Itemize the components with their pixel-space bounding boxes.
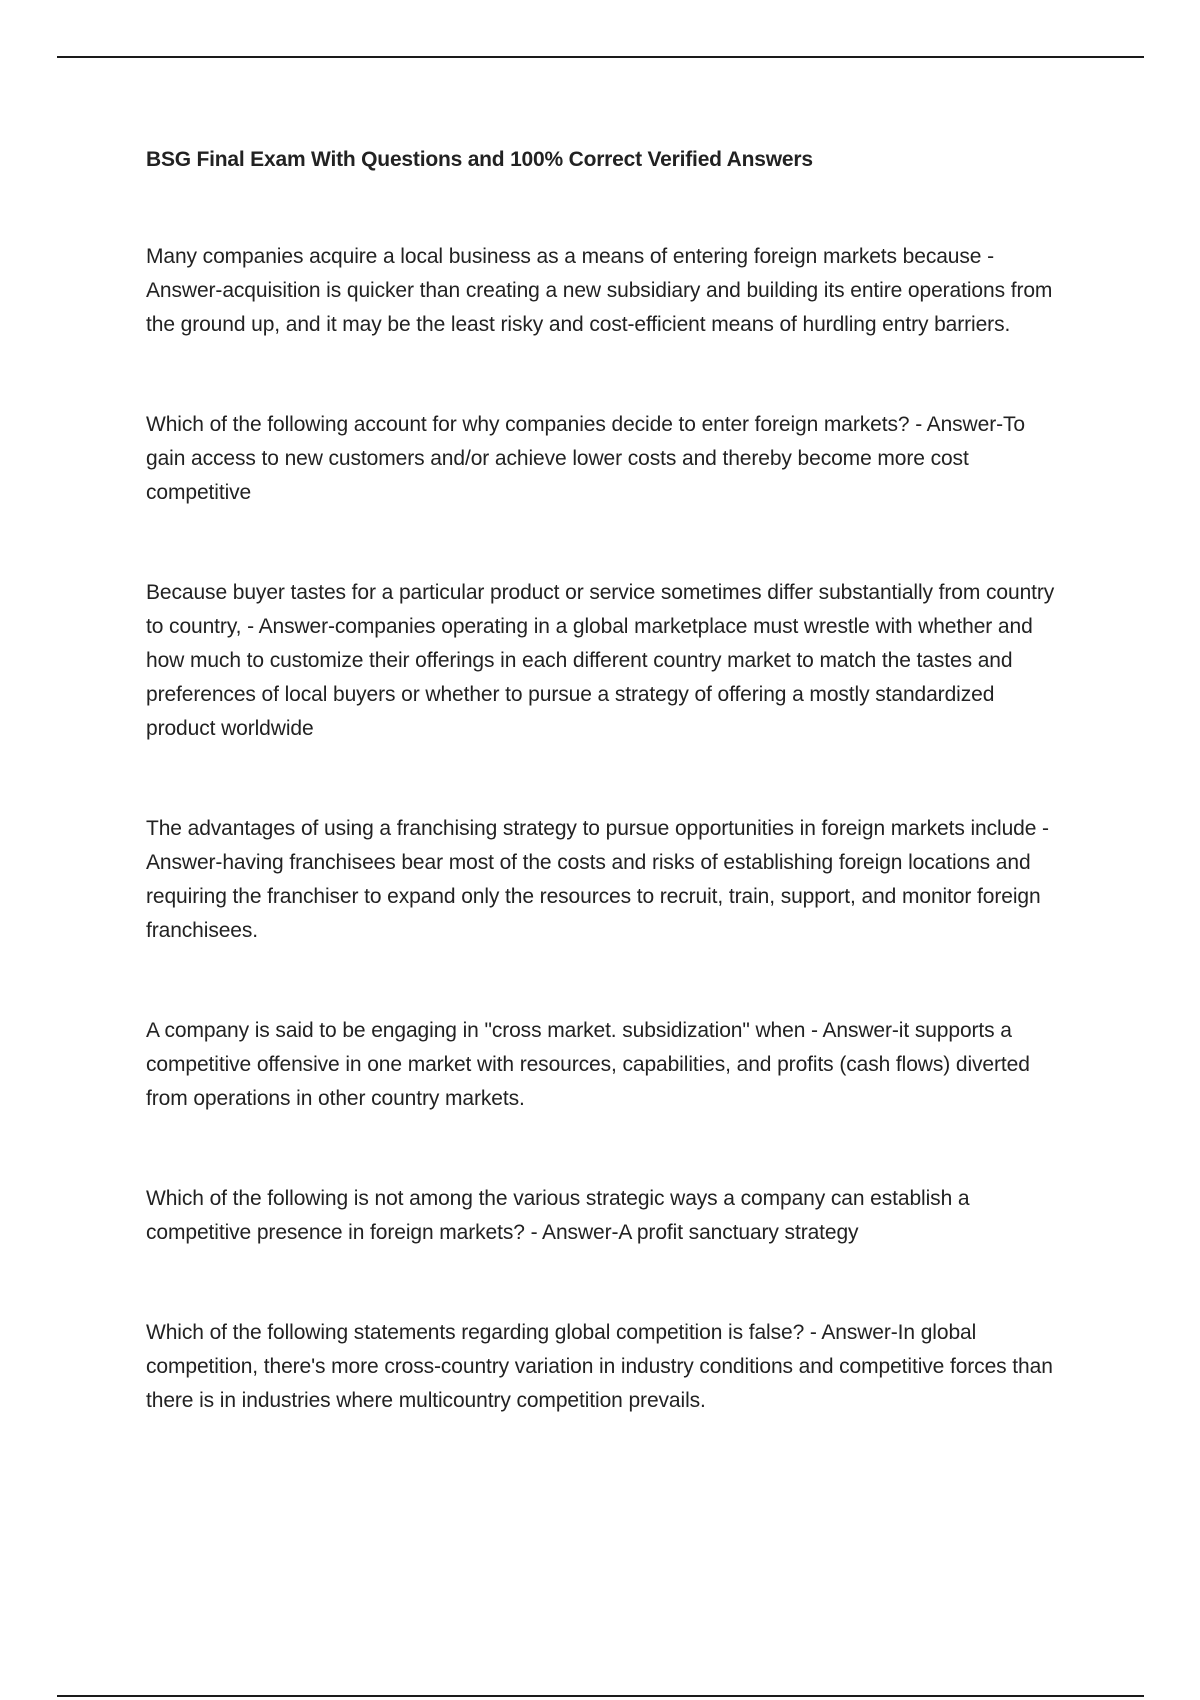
qa-item-1: Many companies acquire a local business as a means of entering foreign markets because - Answer-acquisition is quicker than creating a new subsidiary and building its entire operations from the ground up, and it may be the least risky and cost-efficient means of hurdling entry barriers. (146, 245, 1053, 336)
document-title: BSG Final Exam With Questions and 100% Correct Verified Answers (146, 148, 813, 171)
footer-rule (57, 1695, 1144, 1697)
qa-item-4: The advantages of using a franchising strategy to pursue opportunities in foreign markets include - Answer-having franchisees bear most of the costs and risks of establishing foreign locations and requiring the franchiser to expand only the resources to recruit, train, support, and monitor foreign franchisees. (146, 817, 1049, 942)
qa-item-2: Which of the following account for why companies decide to enter foreign markets? - Answer-To gain access to new customers and/or achieve lower costs and thereby become more cost competitive (146, 413, 1025, 504)
qa-item-7: Which of the following statements regarding global competition is false? - Answer-In global competition, there's more cross-country variation in industry conditions and competitive forces than there is in industries where multicountry competition prevails. (146, 1321, 1053, 1412)
qa-item-5: A company is said to be engaging in "cross market. subsidization" when - Answer-it supports a competitive offensive in one market with resources, capabilities, and profits (cash flows) diverted from operations in other country markets. (146, 1019, 1030, 1110)
qa-item-3: Because buyer tastes for a particular product or service sometimes differ substantially from country to country, - Answer-companies operating in a global marketplace must wrestle with whether and how much to customize their offerings in each different country market to match the tastes and preferences of local buyers or whether to pursue a strategy of offering a mostly standardized product worldwide (146, 581, 1055, 740)
qa-item-6: Which of the following is not among the various strategic ways a company can establish a competitive presence in foreign markets? - Answer-A profit sanctuary strategy (146, 1187, 970, 1244)
document-body (146, 140, 1066, 1484)
header-rule (57, 56, 1144, 58)
